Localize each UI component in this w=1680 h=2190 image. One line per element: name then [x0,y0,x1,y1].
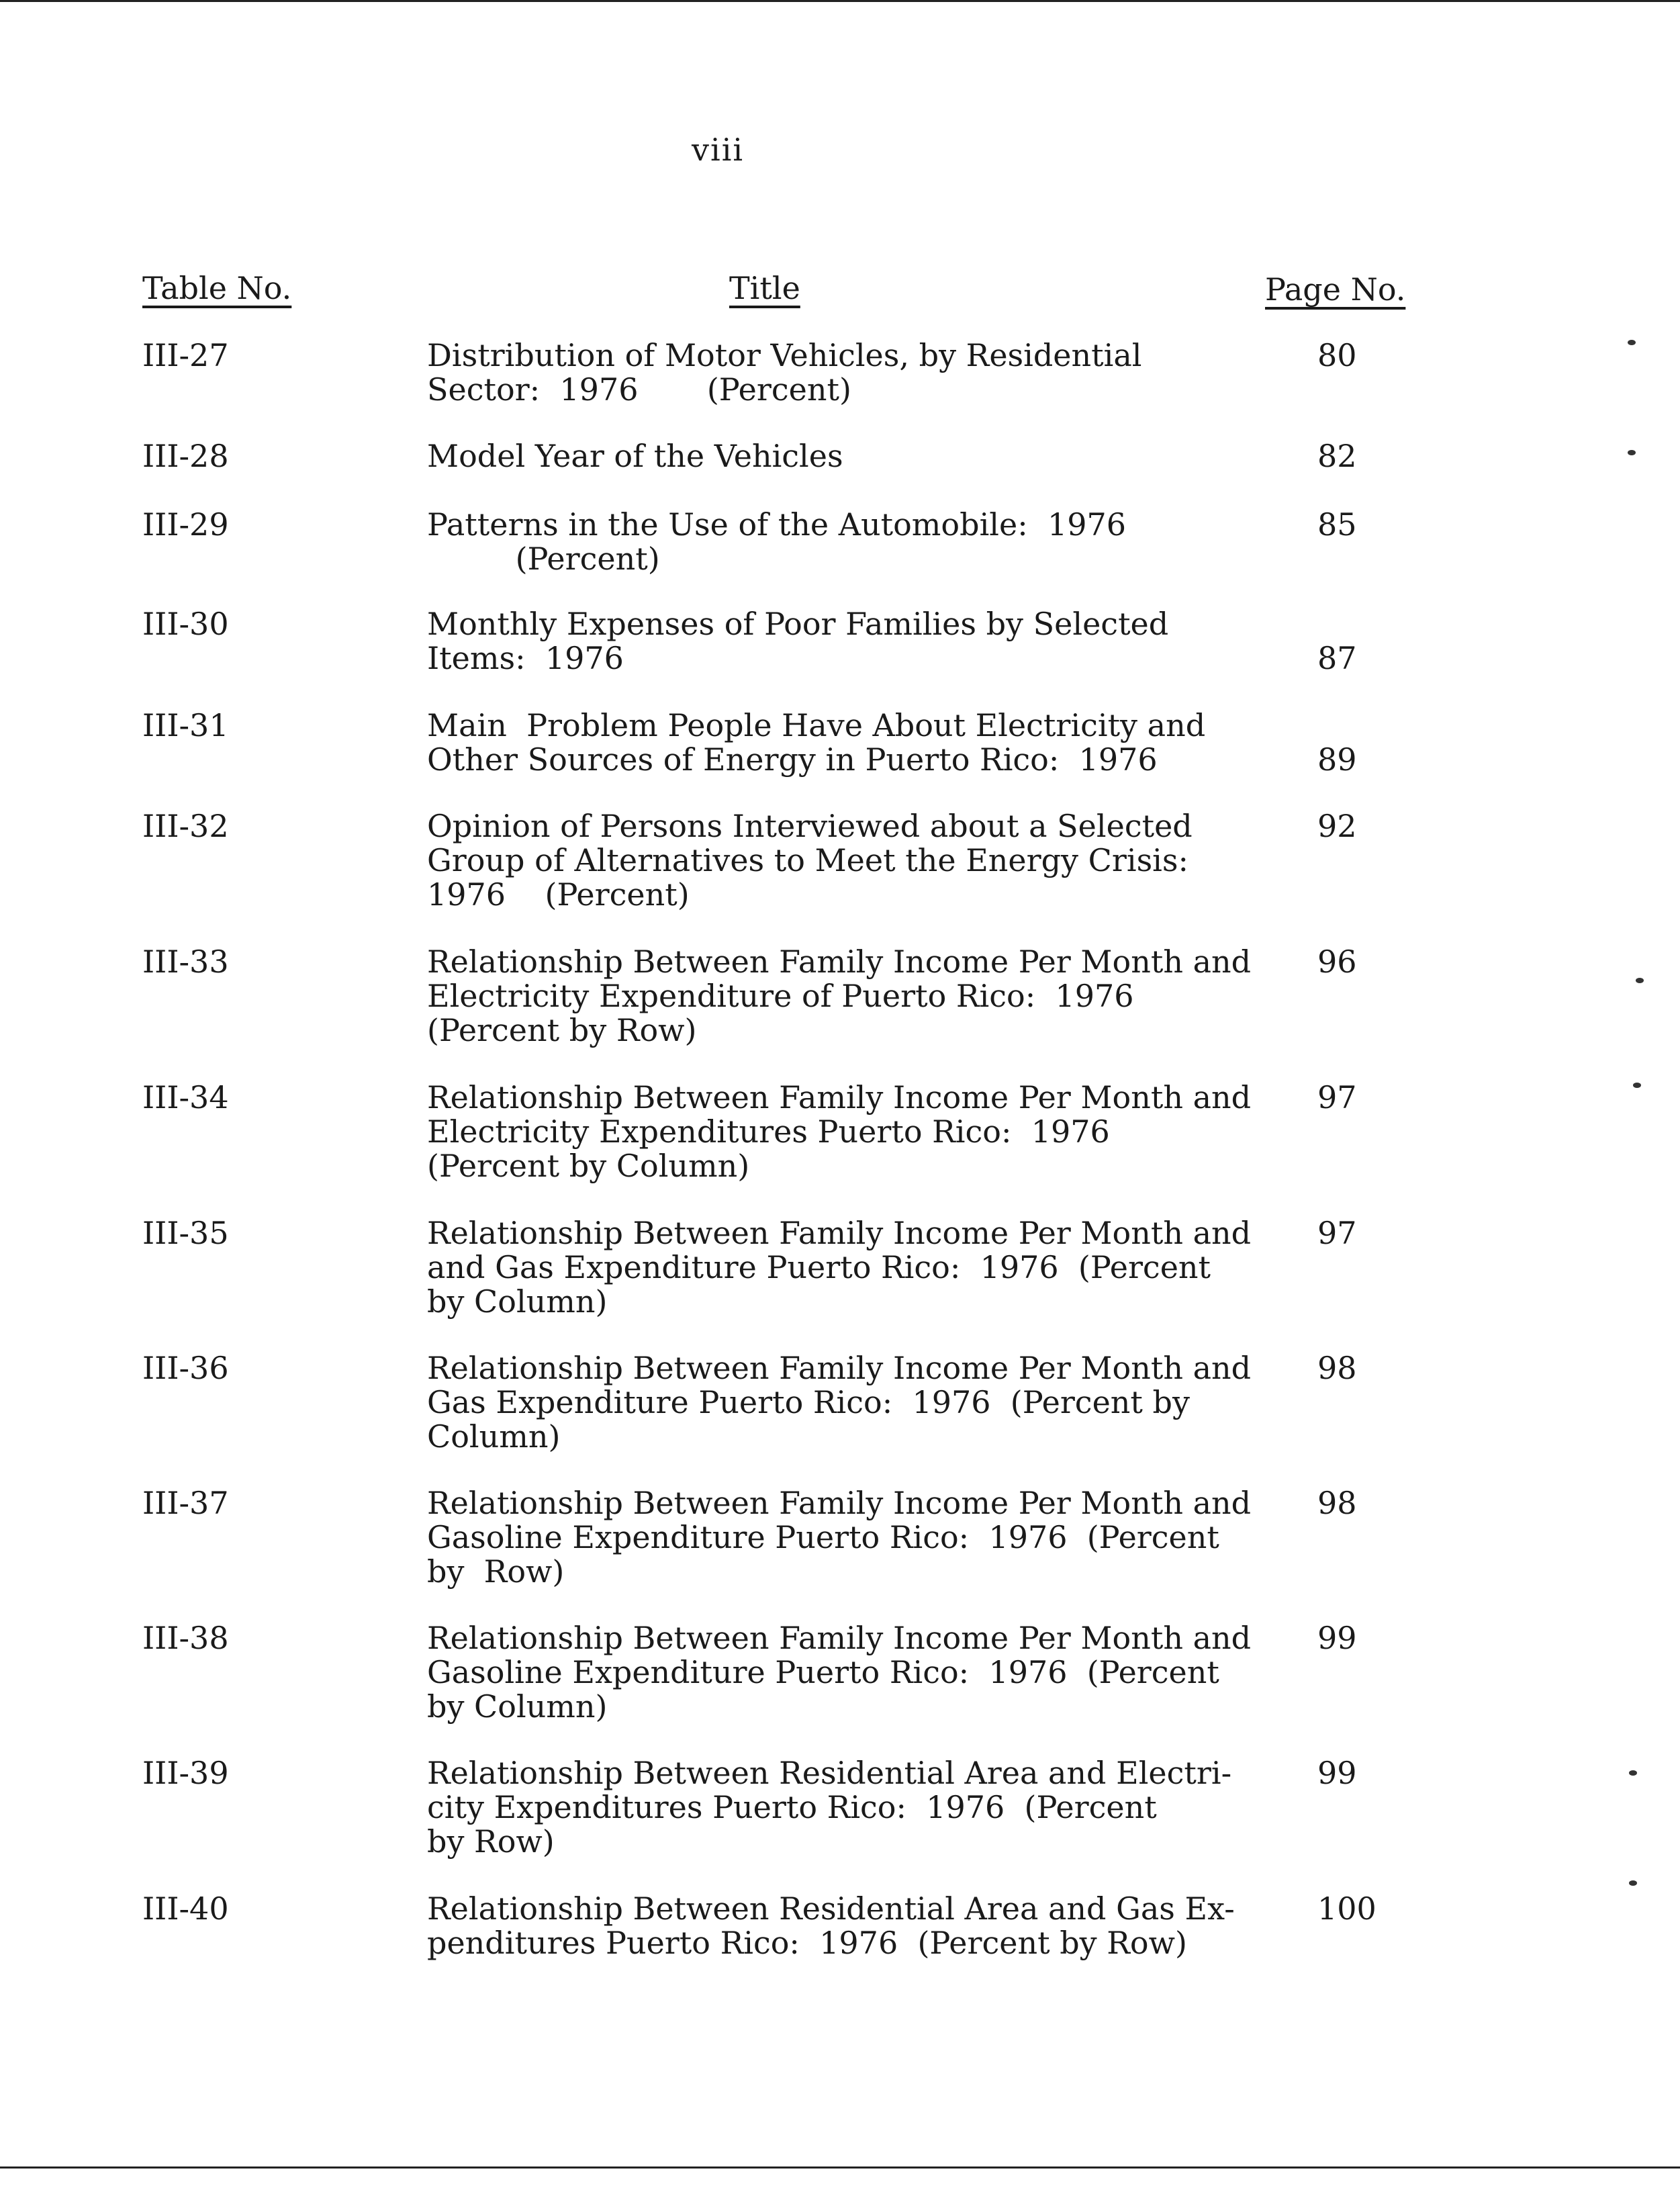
table-title-line: Monthly Expenses of Poor Families by Selected [427,606,1169,642]
table-title [427,338,1273,407]
bottom-border-line [0,2166,1680,2169]
scan-speck [1629,1880,1637,1886]
table-title-line: Relationship Between Family Income Per Month and [427,1620,1252,1656]
table-title-line: Relationship Between Residential Area and Gas Ex- [427,1890,1235,1927]
table-title-line: Opinion of Persons Interviewed about a Selected [427,808,1193,844]
page-reference: 100 [1317,1890,1376,1927]
table-title-line: by Column) [427,1283,608,1320]
table-title-line: Other Sources of Energy in Puerto Rico: 1976 [427,741,1158,778]
table-title-line: Gasoline Expenditure Puerto Rico: 1976 (Percent [427,1654,1219,1690]
table-title-line: Relationship Between Family Income Per Month and [427,1350,1252,1386]
table-title-line: Model Year of the Vehicles [427,438,843,474]
table-number: III-30 [142,606,229,642]
page-reference: 97 [1317,1079,1357,1115]
table-number: III-40 [142,1890,229,1927]
table-title [427,607,1273,676]
column-header-page-no: Page No. [1265,271,1406,308]
page-reference: 98 [1317,1350,1357,1386]
table-title [427,1892,1273,1960]
table-title [427,809,1273,912]
table-title-line: Main Problem People Have About Electricity and [427,707,1206,743]
table-title [427,1756,1273,1859]
page-reference: 96 [1317,944,1357,980]
table-title [427,1486,1273,1589]
scan-speck [1629,1770,1637,1776]
table-title [427,1621,1273,1724]
table-title-line: Relationship Between Family Income Per Month and [427,1215,1252,1251]
table-title-line: Group of Alternatives to Meet the Energy Crisis: [427,842,1188,878]
scan-speck [1636,978,1644,983]
table-number: III-28 [142,438,229,474]
table-title-line: Electricity Expenditure of Puerto Rico: 1976 [427,978,1134,1014]
page-reference: 87 [1317,640,1357,676]
table-title-line: Column) [427,1418,561,1455]
column-header-table-no: Table No. [142,270,292,306]
table-title-line: Patterns in the Use of the Automobile: 1976 [427,506,1127,543]
table-title-line: by Row) [427,1823,555,1860]
top-border-line [0,0,1680,2]
table-title-line: by Row) [427,1553,565,1590]
page-reference: 92 [1317,808,1357,844]
table-title [427,945,1273,1048]
table-title [427,709,1273,777]
table-number: III-33 [142,944,229,980]
table-number: III-35 [142,1215,229,1251]
table-title-line: Relationship Between Residential Area and Electri- [427,1755,1232,1791]
table-number: III-37 [142,1485,229,1521]
table-title-line: (Percent by Row) [427,1012,697,1048]
table-title-line: Gasoline Expenditure Puerto Rico: 1976 (Percent [427,1519,1219,1555]
page-reference: 80 [1317,337,1357,373]
table-title [427,1351,1273,1454]
page-number: viii [692,132,745,168]
table-number: III-36 [142,1350,229,1386]
table-title-line: (Percent by Column) [427,1148,750,1184]
table-title [427,508,1273,576]
table-title-line: Distribution of Motor Vehicles, by Residential [427,337,1142,373]
page-reference: 89 [1317,741,1357,778]
table-title-line: Electricity Expenditures Puerto Rico: 1976 [427,1113,1110,1150]
table-title-line: Gas Expenditure Puerto Rico: 1976 (Percent by [427,1384,1190,1420]
column-header-title: Title [729,270,800,306]
table-title-line: Relationship Between Family Income Per Month and [427,1485,1252,1521]
table-title [427,1216,1273,1319]
table-number: III-39 [142,1755,229,1791]
table-number: III-31 [142,707,229,743]
page-reference: 97 [1317,1215,1357,1251]
table-title-line: 1976 (Percent) [427,876,690,913]
table-title-line: Sector: 1976 (Percent) [427,371,851,408]
table-number: III-27 [142,337,229,373]
page-reference: 85 [1317,506,1357,543]
table-title-line: Relationship Between Family Income Per Month and [427,1079,1252,1115]
table-title-line: Items: 1976 [427,640,624,676]
table-number: III-38 [142,1620,229,1656]
page-reference: 99 [1317,1755,1357,1791]
table-title-line: by Column) [427,1688,608,1725]
table-number: III-29 [142,506,229,543]
table-number: III-32 [142,808,229,844]
scan-speck [1628,450,1636,455]
table-title-line: and Gas Expenditure Puerto Rico: 1976 (Percent [427,1249,1211,1285]
page-reference: 82 [1317,438,1357,474]
table-number: III-34 [142,1079,229,1115]
table-title-line: Relationship Between Family Income Per Month and [427,944,1252,980]
scan-speck [1628,340,1636,345]
table-title [427,439,1273,473]
table-title-line: penditures Puerto Rico: 1976 (Percent by Row) [427,1925,1187,1961]
page-reference: 99 [1317,1620,1357,1656]
table-title-line: (Percent) [427,541,660,577]
scan-speck [1633,1083,1641,1088]
table-title [427,1081,1273,1183]
table-title-line: city Expenditures Puerto Rico: 1976 (Percent [427,1789,1157,1825]
page-reference: 98 [1317,1485,1357,1521]
